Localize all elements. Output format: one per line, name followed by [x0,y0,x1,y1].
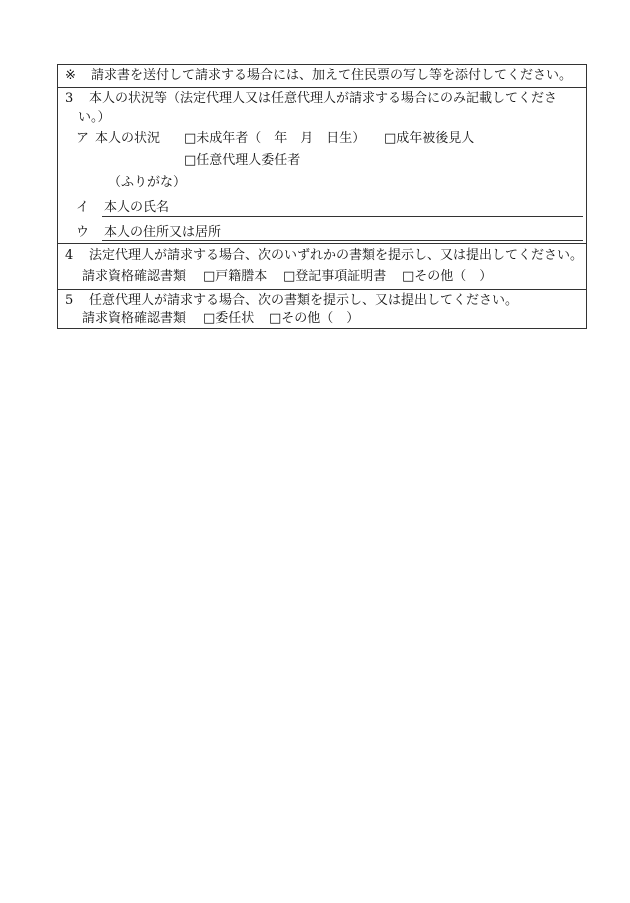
checkbox-voluntary-principal[interactable]: □任意代理人委任者 [184,153,301,168]
checkbox-other-4[interactable]: □その他（ ） [402,269,493,284]
section-3-number: 3 [65,91,74,106]
checkbox-other-5[interactable]: □その他（ ） [269,311,360,326]
section-5-text: 任意代理人が請求する場合、次の書類を提示し、又は提出してください。 [89,293,519,308]
checkbox-registry-certificate[interactable]: □登記事項証明書 [283,269,387,284]
note-mark: ※ [65,68,76,83]
principal-name-field[interactable] [102,216,583,217]
section-3-title-line1: 本人の状況等（法定代理人又は任意代理人が請求する場合にのみ記載してくださ [89,91,558,106]
section-3-title-line2: い。） [78,110,111,125]
checkbox-family-register[interactable]: □戸籍謄本 [203,269,268,284]
item-i-marker: イ [76,200,90,215]
section-5-voluntary-agent [58,289,586,328]
note-row [58,65,586,87]
request-form-table [57,64,587,329]
checkbox-minor[interactable]: □未成年者（ 年 月 日生） [184,131,366,146]
checkbox-adult-ward[interactable]: □成年被後見人 [384,131,475,146]
item-a-label: 本人の状況 [95,131,161,146]
principal-address-label: 本人の住所又は居所 [104,225,222,240]
principal-address-field[interactable] [102,240,583,241]
section-4-text: 法定代理人が請求する場合、次のいずれかの書類を提示し、又は提出してください。 [89,248,584,263]
section-4-number: 4 [65,248,74,263]
section-3-principal-status [58,87,586,243]
section-5-doc-label: 請求資格確認書類 [82,311,187,326]
item-u-marker: ウ [76,225,90,240]
note-text: 請求書を送付して請求する場合には、加えて住民票の写し等を添付してください。 [91,68,573,83]
section-4-doc-label: 請求資格確認書類 [82,269,187,284]
item-a-marker: ア [76,131,90,146]
section-4-legal-agent [58,243,586,289]
furigana-label: （ふりがな） [108,175,187,190]
principal-name-label: 本人の氏名 [104,200,170,215]
checkbox-power-of-attorney[interactable]: □委任状 [203,311,255,326]
section-5-number: 5 [65,293,74,308]
